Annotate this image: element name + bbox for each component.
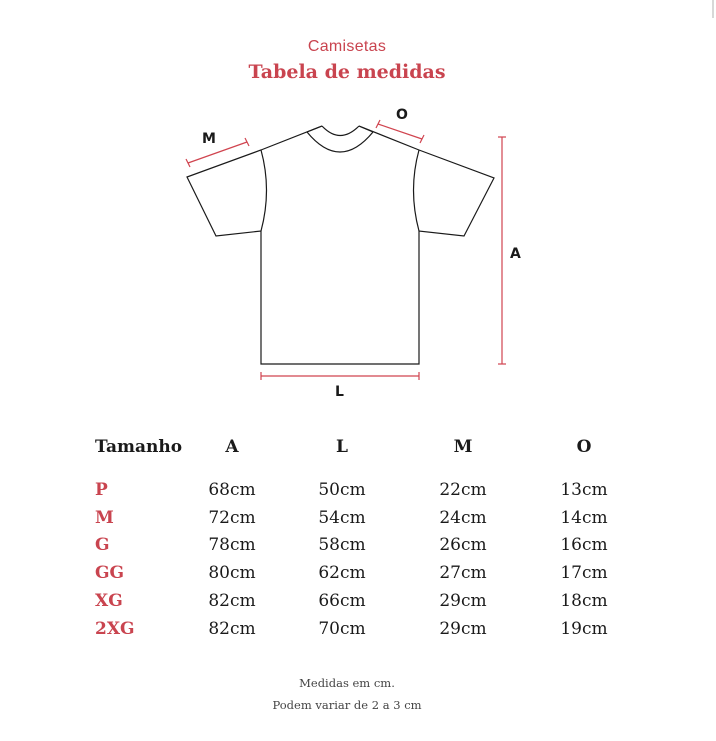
measure-label-l: L [335, 384, 344, 400]
value-m: 27cm [439, 563, 487, 584]
measure-label-o: O [396, 107, 408, 123]
header-o: O [576, 437, 592, 457]
value-a: 78cm [208, 535, 256, 556]
header-m: M [453, 437, 473, 457]
measure-lines [186, 120, 506, 380]
value-l: 50cm [318, 479, 366, 500]
header-l: L [336, 437, 348, 457]
note-units: Medidas em cm. [299, 676, 395, 690]
size-name: P [95, 479, 108, 500]
table-row-gg [86, 559, 655, 587]
measure-label-a: A [510, 246, 521, 262]
note-variation: Podem variar de 2 a 3 cm [272, 698, 422, 712]
value-o: 13cm [560, 479, 608, 500]
tshirt-body-path [187, 126, 494, 364]
value-a: 82cm [208, 591, 256, 612]
left-armhole-seam [261, 150, 267, 231]
value-o: 19cm [560, 618, 608, 639]
measure-label-m: M [202, 131, 216, 147]
value-m: 26cm [439, 535, 487, 556]
table-spacer [86, 464, 655, 476]
value-a: 72cm [208, 507, 256, 528]
value-o: 16cm [560, 535, 608, 556]
page-title: Tabela de medidas [248, 61, 446, 83]
value-a: 80cm [208, 563, 256, 584]
value-m: 29cm [439, 618, 487, 639]
measure-line-m [188, 142, 247, 163]
size-name: G [95, 535, 110, 556]
collar-right-join [359, 126, 373, 132]
value-l: 58cm [318, 535, 366, 556]
header-a: A [225, 437, 239, 457]
value-l: 62cm [318, 563, 366, 584]
header-tamanho: Tamanho [95, 437, 183, 457]
value-o: 18cm [560, 591, 608, 612]
size-name: M [95, 507, 114, 528]
right-armhole-seam [414, 150, 420, 231]
collar-left-join [307, 126, 322, 132]
value-l: 66cm [318, 591, 366, 612]
table-row-p [86, 476, 655, 504]
table-row-xg [86, 587, 655, 615]
value-l: 70cm [318, 618, 366, 639]
value-o: 14cm [560, 507, 608, 528]
value-m: 29cm [439, 591, 487, 612]
size-table [86, 430, 655, 643]
value-a: 82cm [208, 618, 256, 639]
table-row-g [86, 532, 655, 560]
value-a: 68cm [208, 479, 256, 500]
collar-inner-path [322, 126, 359, 136]
page-subtitle: Camisetas [307, 38, 387, 55]
value-o: 17cm [560, 563, 608, 584]
size-name: 2XG [95, 618, 135, 639]
table-row-m [86, 504, 655, 532]
value-l: 54cm [318, 507, 366, 528]
value-m: 22cm [439, 479, 487, 500]
table-row-2xg [86, 615, 655, 643]
size-table-header-row [86, 430, 655, 464]
size-name: XG [95, 591, 123, 612]
value-m: 24cm [439, 507, 487, 528]
size-name: GG [95, 563, 125, 584]
tshirt-outline [187, 126, 494, 364]
